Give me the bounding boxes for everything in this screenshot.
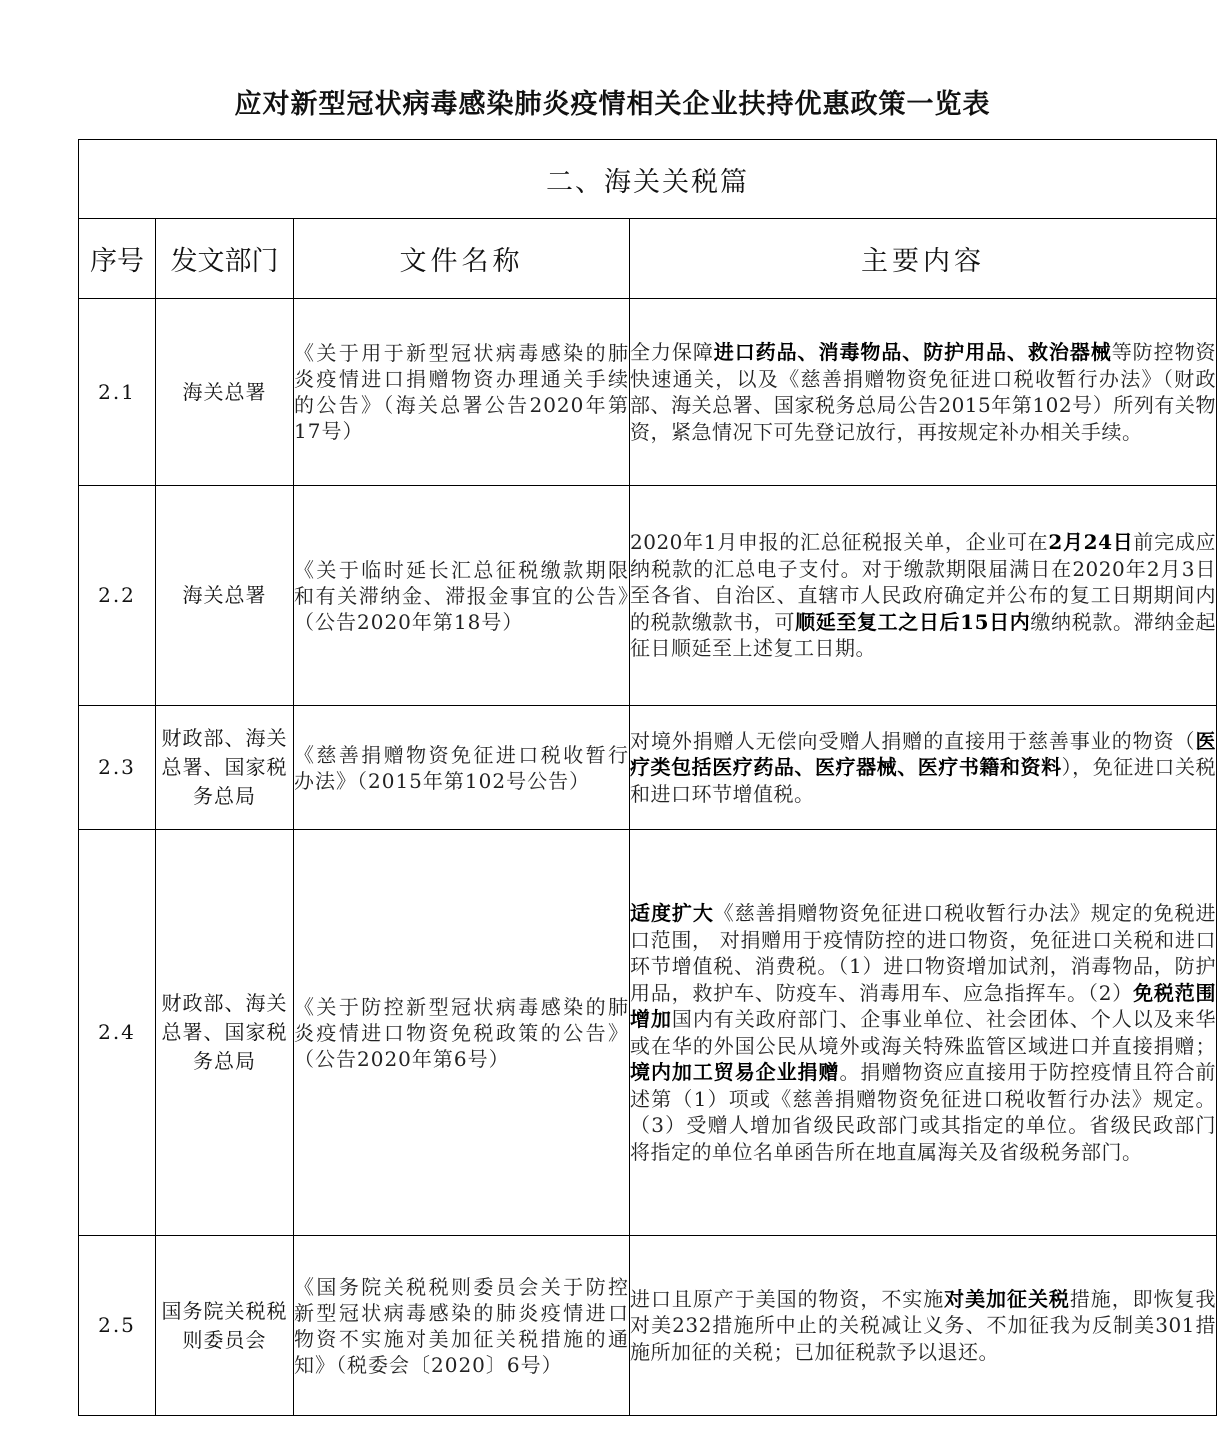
header-row <box>79 219 1217 299</box>
section-title: 二、海关关税篇 <box>79 140 1217 219</box>
emphasized-text: 境内加工贸易企业捐赠 <box>630 1060 840 1084</box>
emphasized-text: 2月24日 <box>1048 530 1134 555</box>
row-seq: 2.4 <box>79 830 156 1236</box>
row-doc-name: 《慈善捐赠物资免征进口税收暂行办法》（2015年第102号公告） <box>294 706 630 830</box>
emphasized-text: 免税范围增加 <box>630 980 1217 1031</box>
content-text: 2020年1月申报的汇总征税报关单，企业可在 <box>630 530 1049 555</box>
content-text: 全力保障 <box>630 340 714 364</box>
row-doc-name: 《国务院关税税则委员会关于防控新型冠状病毒感染的肺炎疫情进口物资不实施对美加征关税措施的通知》（税委会〔2020〕6号） <box>294 1236 630 1416</box>
header-dept: 发文部门 <box>156 219 294 299</box>
document-title: 应对新型冠状病毒感染肺炎疫情相关企业扶持优惠政策一览表 <box>234 89 991 120</box>
header-content: 主要内容 <box>630 219 1217 299</box>
row-dept: 国务院关税税则委员会 <box>156 1236 294 1416</box>
row-seq: 2.2 <box>79 486 156 706</box>
emphasized-text: 对美加征关税 <box>944 1286 1070 1311</box>
row-doc-name: 《关于防控新型冠状病毒感染的肺炎疫情进口物资免税政策的公告》（公告2020年第6号） <box>294 830 630 1236</box>
row-seq: 2.1 <box>79 299 156 486</box>
content-text: 《慈善捐赠物资免征进口税收暂行办法》规定的免税进口范围， 对捐赠用于疫情防控的进口物资，免征进口关税和进口环节增值税、消费税。（1）进口物资增加试剂，消毒物品，防护用品，救护车、防疫车、消毒用车、应急指挥车。（2） <box>630 901 1217 1005</box>
row-dept: 海关总署 <box>156 299 294 486</box>
content-text: 缴纳税款。滞纳金起征日顺延至上述复工日期。 <box>630 609 1217 661</box>
header-doc: 文件名称 <box>294 219 630 299</box>
content-text: ），免征进口关税和进口环节增值税。 <box>630 755 1217 806</box>
row-content <box>630 486 1217 706</box>
table-row <box>79 299 1217 486</box>
row-seq: 2.3 <box>79 706 156 830</box>
table-row <box>79 706 1217 830</box>
emphasized-text: 医疗类包括医疗药品、医疗器械、医疗书籍和资料 <box>630 728 1216 780</box>
row-dept: 财政部、海关总署、国家税务总局 <box>156 706 294 830</box>
header-seq: 序号 <box>79 219 156 299</box>
row-dept: 海关总署 <box>156 486 294 706</box>
row-content <box>630 706 1217 830</box>
row-doc-name: 《关于临时延长汇总征税缴款期限和有关滞纳金、滞报金事宜的公告》（公告2020年第18号） <box>294 486 630 706</box>
row-content <box>630 299 1217 486</box>
table-row <box>79 1236 1217 1416</box>
section-row <box>79 140 1217 219</box>
policy-table <box>78 139 1217 1416</box>
content-text: 对境外捐赠人无偿向受赠人捐赠的直接用于慈善事业的物资（ <box>630 728 1196 753</box>
emphasized-text: 顺延至复工之日后15日内 <box>795 609 1031 634</box>
content-text: 等防控物资快速通关，以及《慈善捐赠物资免征进口税收暂行办法》（财政部、海关总署、国家税务总局公告2015年第102号）所列有关物资，紧急情况下可先登记放行，再按规定补办相关手续。 <box>630 340 1217 444</box>
content-text: 前完成应纳税款的汇总电子支付。对于缴款期限届满日在2020年2月3日至各省、自治区、直辖市人民政府确定并公布的复工日期期间内的税款缴款书，可 <box>630 530 1217 634</box>
row-content <box>630 830 1217 1236</box>
row-doc-name: 《关于用于新型冠状病毒感染的肺炎疫情进口捐赠物资办理通关手续的公告》（海关总署公告2020年第17号） <box>294 299 630 486</box>
content-text: 措施，即恢复我对美232措施所中止的关税减让义务、不加征我为反制美301措施所加征的关税；已加征税款予以退还。 <box>630 1286 1217 1364</box>
row-dept: 财政部、海关总署、国家税务总局 <box>156 830 294 1236</box>
row-seq: 2.5 <box>79 1236 156 1416</box>
row-content <box>630 1236 1217 1416</box>
content-text: 。捐赠物资应直接用于防控疫情且符合前述第（1）项或《慈善捐赠物资免征进口税收暂行办法》规定。（3）受赠人增加省级民政部门或其指定的单位。省级民政部门将指定的单位名单函告所在地直属海关及省级税务部门。 <box>630 1060 1217 1164</box>
content-text: 进口且原产于美国的物资，不实施 <box>630 1286 945 1311</box>
content-text: 国内有关政府部门、企事业单位、社会团体、个人以及来华或在华的外国公民从境外或海关特殊监管区域进口并直接捐赠； <box>630 1007 1217 1058</box>
emphasized-text: 进口药品、消毒物品、防护用品、救治器械 <box>713 340 1112 364</box>
table-row <box>79 486 1217 706</box>
emphasized-text: 适度扩大 <box>630 901 714 925</box>
table-row <box>79 830 1217 1236</box>
